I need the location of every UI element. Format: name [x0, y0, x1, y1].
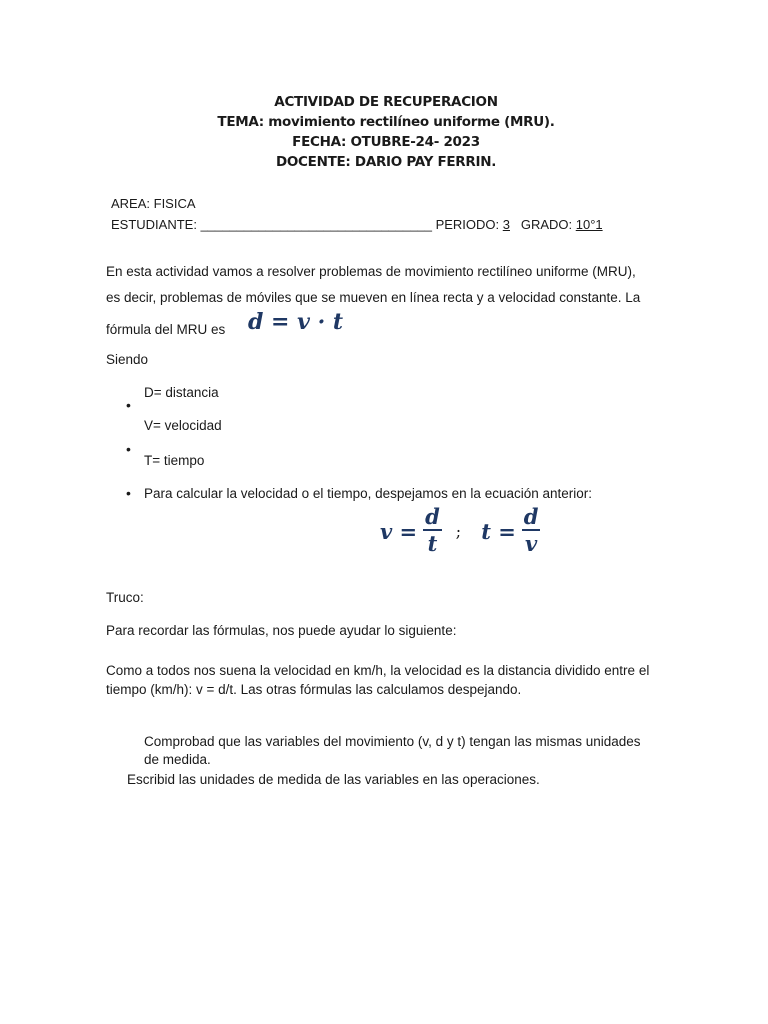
- despeje-bullet-text: Para calcular la velocidad o el tiempo, despejamos en la ecuación anterior:: [144, 486, 593, 501]
- time-numerator: d: [523, 504, 539, 529]
- como-line-1: Como a todos nos suena la velocidad en km/h, la velocidad es la distancia dividido entre el: [106, 663, 650, 678]
- student-label: ESTUDIANTE: ________________________________: [111, 217, 432, 232]
- period-value: 3: [502, 217, 510, 232]
- como-line-2: tiempo (km/h): v = d/t. Las otras fórmulas las calculamos despejando.: [106, 682, 522, 697]
- bullet-icon: •: [126, 485, 131, 501]
- date-line: FECHA: OTUBRE-24- 2023: [292, 134, 480, 150]
- como-paragraph: [106, 661, 649, 699]
- meta-block: [111, 193, 603, 235]
- time-denominator: v: [525, 531, 538, 556]
- time-fraction: [522, 505, 541, 557]
- intro-line-3: [106, 311, 666, 343]
- comprobad-line-2: de medida.: [144, 752, 211, 767]
- truco-label: Truco:: [106, 590, 144, 605]
- formula-intro-text: fórmula del MRU es: [106, 322, 226, 337]
- document-header: [0, 92, 768, 172]
- topic-line: TEMA: movimiento rectilíneo uniforme (MRU).: [217, 114, 555, 130]
- velocity-numerator: d: [425, 504, 440, 529]
- mru-formula: d = v · t: [248, 309, 344, 335]
- comprobad-line-1: Comprobad que las variables del movimiento (v, d y t) tengan las mismas unidades: [144, 734, 641, 749]
- definition-velocity: V= velocidad: [144, 418, 222, 433]
- period-label: PERIODO:: [435, 217, 503, 232]
- escribid-text: Escribid las unidades de medida de las variables en las operaciones.: [127, 772, 540, 787]
- intro-line-1: En esta actividad vamos a resolver problemas de movimiento rectilíneo uniforme (MRU),: [106, 264, 636, 279]
- intro-line-2: es decir, problemas de móviles que se mueven en línea recta y a velocidad constante. La: [106, 290, 641, 305]
- area-label: AREA: FISICA: [111, 196, 196, 211]
- grade-value: 10°1: [575, 217, 603, 232]
- bullet-icon: •: [126, 397, 131, 413]
- velocity-lhs: v =: [380, 518, 418, 544]
- student-line: [111, 214, 603, 235]
- formula-separator: ;: [455, 521, 462, 541]
- definition-distance: D= distancia: [144, 385, 219, 400]
- comprobad-paragraph: [144, 733, 664, 769]
- definition-time: T= tiempo: [144, 453, 205, 468]
- derived-formulas: [380, 505, 540, 557]
- teacher-line: DOCENTE: DARIO PAY FERRIN.: [275, 154, 497, 170]
- siendo-label: Siendo: [106, 352, 149, 367]
- intro-paragraph: [106, 259, 666, 343]
- velocity-fraction: [423, 505, 442, 557]
- velocity-denominator: t: [427, 531, 438, 556]
- bullet-icon: •: [126, 441, 131, 457]
- recordar-text: Para recordar las fórmulas, nos puede ayudar lo siguiente:: [106, 623, 457, 638]
- grade-label: GRADO:: [520, 217, 576, 232]
- time-lhs: t =: [481, 518, 516, 544]
- activity-title: ACTIVIDAD DE RECUPERACION: [274, 94, 498, 110]
